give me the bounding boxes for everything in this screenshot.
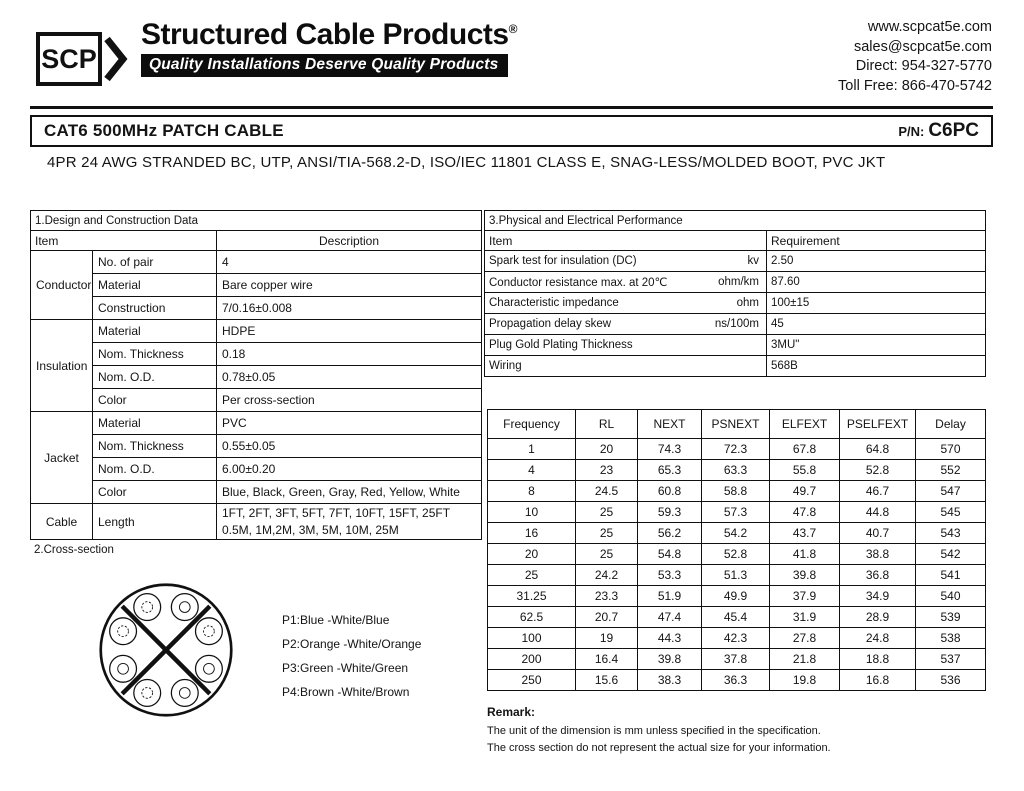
value-line: HDPE <box>222 323 256 338</box>
freq-cell: 552 <box>916 460 986 481</box>
freq-cell: 55.8 <box>770 460 840 481</box>
design-row <box>31 435 482 458</box>
perf-col-requirement: Requirement <box>767 231 986 251</box>
performance-row <box>485 335 986 356</box>
legend-item: P2:Orange -White/Orange <box>282 637 422 651</box>
freq-cell: 24.2 <box>576 565 638 586</box>
perf-requirement-value: 568B <box>767 356 986 377</box>
design-table-body <box>31 251 482 540</box>
frequency-table-body <box>488 439 986 691</box>
freq-cell: 16.8 <box>840 670 916 691</box>
freq-cell: 43.7 <box>770 523 840 544</box>
frequency-table-header-row <box>488 410 986 439</box>
design-row <box>31 389 482 412</box>
design-row-value <box>217 343 482 366</box>
freq-cell: 23 <box>576 460 638 481</box>
perf-item-cell <box>485 293 767 314</box>
design-row-value <box>217 274 482 297</box>
freq-cell: 34.9 <box>840 586 916 607</box>
part-number <box>898 120 979 142</box>
perf-item-cell <box>485 335 767 356</box>
value-line: 0.55±0.05 <box>222 438 276 453</box>
freq-row <box>488 565 986 586</box>
perf-col-item: Item <box>485 231 767 251</box>
freq-cell: 4 <box>488 460 576 481</box>
direct-phone: Direct: 954-327-5770 <box>855 58 992 75</box>
freq-header-cell: ELFEXT <box>770 410 840 439</box>
freq-cell: 16 <box>488 523 576 544</box>
freq-header-cell: RL <box>576 410 638 439</box>
email-link[interactable]: sales@scpcat5e.com <box>853 38 992 55</box>
freq-cell: 20.7 <box>576 607 638 628</box>
design-row-value <box>217 297 482 320</box>
freq-cell: 42.3 <box>702 628 770 649</box>
design-group-name: Cable <box>31 504 93 540</box>
logo-box <box>36 32 102 86</box>
freq-row <box>488 544 986 565</box>
freq-cell: 541 <box>916 565 986 586</box>
freq-cell: 60.8 <box>638 481 702 502</box>
freq-cell: 46.7 <box>840 481 916 502</box>
perf-item-wrap <box>489 275 762 289</box>
freq-cell: 40.7 <box>840 523 916 544</box>
perf-item-label: Plug Gold Plating Thickness <box>489 339 633 351</box>
cross-section-title: 2.Cross-section <box>34 544 114 556</box>
design-row <box>31 297 482 320</box>
freq-header-cell: Delay <box>916 410 986 439</box>
freq-cell: 19 <box>576 628 638 649</box>
design-row-value <box>217 504 482 540</box>
performance-row <box>485 314 986 335</box>
logo-arrow-icon <box>104 32 128 86</box>
perf-item-label: Characteristic impedance <box>489 297 619 309</box>
freq-cell: 57.3 <box>702 502 770 523</box>
freq-cell: 27.8 <box>770 628 840 649</box>
freq-cell: 74.3 <box>638 439 702 460</box>
freq-row <box>488 502 986 523</box>
title-bar <box>30 115 993 147</box>
design-row-label: Material <box>93 274 217 297</box>
freq-cell: 25 <box>488 565 576 586</box>
remark-line: The unit of the dimension is mm unless specified in the specification. <box>487 725 821 737</box>
freq-cell: 25 <box>576 502 638 523</box>
design-row-label: Color <box>93 389 217 412</box>
registered-mark: ® <box>508 22 517 36</box>
design-row <box>31 458 482 481</box>
perf-item-wrap <box>489 297 762 309</box>
value-line: 0.78±0.05 <box>222 369 276 384</box>
freq-cell: 51.3 <box>702 565 770 586</box>
freq-cell: 1 <box>488 439 576 460</box>
freq-cell: 31.9 <box>770 607 840 628</box>
freq-cell: 542 <box>916 544 986 565</box>
perf-item-wrap <box>489 360 762 372</box>
design-group-name: Insulation <box>31 320 93 412</box>
left-column <box>30 210 481 791</box>
freq-cell: 63.3 <box>702 460 770 481</box>
freq-cell: 19.8 <box>770 670 840 691</box>
design-row <box>31 412 482 435</box>
perf-requirement-value: 87.60 <box>767 272 986 293</box>
freq-cell: 20 <box>576 439 638 460</box>
freq-cell: 23.3 <box>576 586 638 607</box>
freq-header-cell: PSNEXT <box>702 410 770 439</box>
freq-cell: 64.8 <box>840 439 916 460</box>
design-row-label: No. of pair <box>93 251 217 274</box>
freq-cell: 36.3 <box>702 670 770 691</box>
remark-section <box>487 705 985 757</box>
freq-row <box>488 523 986 544</box>
design-row-value <box>217 481 482 504</box>
header-divider <box>30 106 993 109</box>
design-row-label: Nom. Thickness <box>93 435 217 458</box>
perf-item-unit: ns/100m <box>714 318 759 330</box>
design-row-value <box>217 458 482 481</box>
freq-header-cell: Frequency <box>488 410 576 439</box>
design-col-item: Item <box>31 231 217 251</box>
design-row-label: Nom. Thickness <box>93 343 217 366</box>
freq-cell: 31.25 <box>488 586 576 607</box>
design-row-label: Color <box>93 481 217 504</box>
value-line: Bare copper wire <box>222 277 313 292</box>
value-line: Per cross-section <box>222 392 315 407</box>
design-row-label: Construction <box>93 297 217 320</box>
freq-cell: 45.4 <box>702 607 770 628</box>
freq-cell: 59.3 <box>638 502 702 523</box>
brand-title <box>141 19 517 51</box>
freq-header-cell: NEXT <box>638 410 702 439</box>
product-description: 4PR 24 AWG STRANDED BC, UTP, ANSI/TIA-568.2-D, ISO/IEC 11801 CLASS E, SNAG-LESS/MOLDED BOOT, PVC JKT <box>47 154 886 171</box>
legend-item: P4:Brown -White/Brown <box>282 685 410 699</box>
design-col-description: Description <box>217 231 482 251</box>
perf-requirement-value: 45 <box>767 314 986 335</box>
freq-cell: 28.9 <box>840 607 916 628</box>
freq-cell: 24.5 <box>576 481 638 502</box>
perf-item-cell <box>485 356 767 377</box>
perf-item-unit: ohm/km <box>718 276 759 288</box>
perf-item-unit: ohm <box>736 297 759 309</box>
design-row <box>31 320 482 343</box>
perf-item-label: Wiring <box>489 360 522 372</box>
freq-cell: 10 <box>488 502 576 523</box>
design-row-label: Nom. O.D. <box>93 458 217 481</box>
freq-cell: 538 <box>916 628 986 649</box>
freq-row <box>488 607 986 628</box>
freq-cell: 37.8 <box>702 649 770 670</box>
perf-item-unit: kv <box>747 255 759 267</box>
freq-header-cell: PSELFEXT <box>840 410 916 439</box>
design-row <box>31 481 482 504</box>
value-line: 6.00±0.20 <box>222 461 276 476</box>
logo-text: SCP <box>41 43 97 74</box>
freq-cell: 47.4 <box>638 607 702 628</box>
value-line: 0.5M, 1M,2M, 3M, 5M, 10M, 25M <box>222 522 399 537</box>
brand-title-text: Structured Cable Products <box>141 18 509 51</box>
performance-table-title: 3.Physical and Electrical Performance <box>485 211 986 231</box>
cross-section-area <box>30 556 481 791</box>
tollfree-phone: Toll Free: 866-470-5742 <box>838 77 992 94</box>
performance-row <box>485 293 986 314</box>
design-group-name: Conductor <box>31 251 93 320</box>
freq-cell: 8 <box>488 481 576 502</box>
perf-item-wrap <box>489 339 762 351</box>
freq-cell: 52.8 <box>840 460 916 481</box>
freq-cell: 52.8 <box>702 544 770 565</box>
frequency-table <box>487 409 986 691</box>
performance-table-body <box>485 251 986 377</box>
value-line: 7/0.16±0.008 <box>222 300 292 315</box>
design-table-title: 1.Design and Construction Data <box>31 211 482 231</box>
freq-cell: 536 <box>916 670 986 691</box>
freq-row <box>488 628 986 649</box>
value-line: PVC <box>222 415 247 430</box>
value-line: 0.18 <box>222 346 246 361</box>
freq-cell: 37.9 <box>770 586 840 607</box>
freq-cell: 49.7 <box>770 481 840 502</box>
freq-cell: 24.8 <box>840 628 916 649</box>
perf-requirement-value: 2.50 <box>767 251 986 272</box>
freq-row <box>488 649 986 670</box>
value-line: 4 <box>222 254 229 269</box>
brand-block <box>141 16 517 102</box>
performance-row <box>485 356 986 377</box>
freq-cell: 540 <box>916 586 986 607</box>
freq-cell: 16.4 <box>576 649 638 670</box>
design-row-label: Nom. O.D. <box>93 366 217 389</box>
freq-cell: 25 <box>576 544 638 565</box>
freq-row <box>488 460 986 481</box>
performance-table-title-row <box>485 211 986 231</box>
design-row <box>31 343 482 366</box>
freq-cell: 18.8 <box>840 649 916 670</box>
freq-cell: 44.3 <box>638 628 702 649</box>
design-row-label: Length <box>93 504 217 540</box>
freq-cell: 250 <box>488 670 576 691</box>
perf-item-label: Conductor resistance max. at 20℃ <box>489 277 668 289</box>
perf-item-cell <box>485 272 767 293</box>
freq-cell: 539 <box>916 607 986 628</box>
design-row-value <box>217 412 482 435</box>
freq-row <box>488 586 986 607</box>
freq-cell: 200 <box>488 649 576 670</box>
legend-item: P3:Green -White/Green <box>282 661 409 675</box>
freq-cell: 36.8 <box>840 565 916 586</box>
remark-title: Remark: <box>487 705 536 719</box>
remark-line: The cross section do not represent the actual size for your information. <box>487 742 831 754</box>
freq-cell: 58.8 <box>702 481 770 502</box>
product-title: CAT6 500MHz PATCH CABLE <box>44 121 284 140</box>
freq-cell: 543 <box>916 523 986 544</box>
freq-cell: 547 <box>916 481 986 502</box>
freq-cell: 51.9 <box>638 586 702 607</box>
freq-cell: 38.3 <box>638 670 702 691</box>
design-row <box>31 274 482 297</box>
design-group-name: Jacket <box>31 412 93 504</box>
performance-row <box>485 272 986 293</box>
design-row <box>31 504 482 540</box>
design-row-value <box>217 366 482 389</box>
remark-lines <box>487 723 985 757</box>
perf-item-label: Propagation delay skew <box>489 318 612 330</box>
freq-cell: 49.9 <box>702 586 770 607</box>
freq-cell: 39.8 <box>770 565 840 586</box>
design-row-label: Material <box>93 320 217 343</box>
perf-requirement-value: 3MU" <box>767 335 986 356</box>
design-row-value <box>217 320 482 343</box>
freq-cell: 44.8 <box>840 502 916 523</box>
freq-cell: 537 <box>916 649 986 670</box>
perf-item-wrap <box>489 255 762 267</box>
perf-item-cell <box>485 251 767 272</box>
perf-item-wrap <box>489 318 762 330</box>
website-link[interactable]: www.scpcat5e.com <box>867 19 992 35</box>
performance-table <box>484 210 986 377</box>
freq-cell: 65.3 <box>638 460 702 481</box>
freq-cell: 47.8 <box>770 502 840 523</box>
design-row <box>31 251 482 274</box>
legend-item: P1:Blue -White/Blue <box>282 613 390 627</box>
design-row-label: Material <box>93 412 217 435</box>
pn-label: P/N: <box>898 124 925 139</box>
freq-cell: 545 <box>916 502 986 523</box>
design-row-value <box>217 251 482 274</box>
freq-cell: 570 <box>916 439 986 460</box>
design-row-value <box>217 435 482 458</box>
freq-cell: 67.8 <box>770 439 840 460</box>
freq-cell: 41.8 <box>770 544 840 565</box>
pn-value: C6PC <box>928 120 979 141</box>
perf-requirement-value: 100±15 <box>767 293 986 314</box>
freq-cell: 25 <box>576 523 638 544</box>
design-row <box>31 366 482 389</box>
header <box>36 16 992 102</box>
freq-cell: 72.3 <box>702 439 770 460</box>
design-construction-table <box>30 210 482 540</box>
freq-row <box>488 439 986 460</box>
perf-item-label: Spark test for insulation (DC) <box>489 255 637 267</box>
pair-color-legend <box>282 608 421 704</box>
freq-cell: 100 <box>488 628 576 649</box>
freq-cell: 38.8 <box>840 544 916 565</box>
value-line: Blue, Black, Green, Gray, Red, Yellow, White <box>222 484 460 499</box>
performance-table-header-row <box>485 231 986 251</box>
cross-section-diagram <box>90 574 242 726</box>
freq-row <box>488 670 986 691</box>
contact-block <box>838 16 992 102</box>
value-line: 1FT, 2FT, 3FT, 5FT, 7FT, 10FT, 15FT, 25FT <box>222 506 451 521</box>
design-table-title-row <box>31 211 482 231</box>
design-row-value <box>217 389 482 412</box>
freq-row <box>488 481 986 502</box>
freq-cell: 21.8 <box>770 649 840 670</box>
freq-cell: 20 <box>488 544 576 565</box>
brand-tagline: Quality Installations Deserve Quality Products <box>141 54 508 77</box>
freq-cell: 54.8 <box>638 544 702 565</box>
freq-cell: 15.6 <box>576 670 638 691</box>
scp-logo <box>36 16 128 102</box>
perf-item-cell <box>485 314 767 335</box>
freq-cell: 39.8 <box>638 649 702 670</box>
freq-cell: 56.2 <box>638 523 702 544</box>
freq-cell: 53.3 <box>638 565 702 586</box>
design-table-header-row <box>31 231 482 251</box>
right-column <box>484 210 985 757</box>
freq-cell: 62.5 <box>488 607 576 628</box>
freq-cell: 54.2 <box>702 523 770 544</box>
performance-row <box>485 251 986 272</box>
